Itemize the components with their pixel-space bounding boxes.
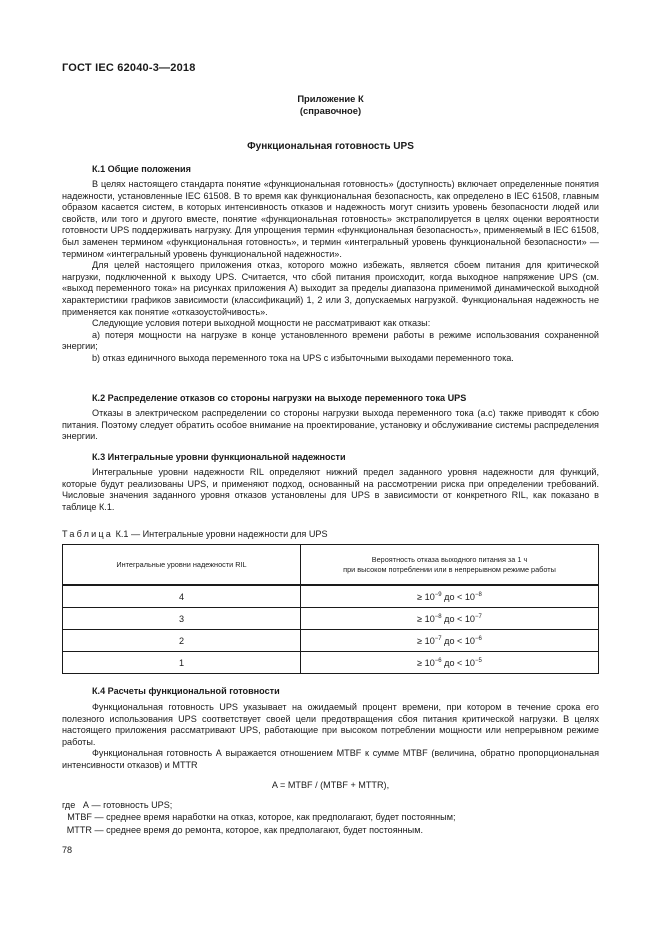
- annex-header: [0, 93, 661, 117]
- legend-intro: где: [62, 800, 76, 810]
- table-row: [63, 630, 599, 652]
- legend-definition: — среднее время наработки на отказ, которое, как предполагают, будет постоянным;: [94, 812, 456, 823]
- paragraph: В целях настоящего стандарта понятие «функциональная готовность» (доступность) включает определенные понятия надежности, установленные IEC 61508. В то время как функциональная безопасность, как определено в IEC 61508, главным образом касается систем, в которых интенсивность отказов и надежность могут снизить уровень безопасности людей или свойств, или того и другого вместе, понятие «функциональная готовность» экстраполируется в целях оценки вероятности готовности UPS поддерживать нагрузку. Для упрощения термин «функциональная безопасность», применяемый в IEC 61508, был заменен термином «функциональная готовность», и термин «интегральный уровень функциональной безопасности» — термином «интегральный уровень функциональной надежности».: [62, 179, 599, 259]
- legend-row: [62, 811, 456, 823]
- legend-definition: — готовность UPS;: [91, 800, 173, 810]
- ril-table: [62, 544, 599, 674]
- table-cell-ril: 4: [63, 585, 301, 608]
- table-header-row: [63, 545, 599, 586]
- table-row: [63, 652, 599, 674]
- table-header-ril: Интегральные уровни надежности RIL: [63, 545, 301, 586]
- table-cell-ril: 2: [63, 630, 301, 652]
- formula: A = MTBF / (MTBF + MTTR),: [271, 780, 390, 790]
- legend-row: [62, 824, 456, 836]
- table-cell-ril: 1: [63, 652, 301, 674]
- paragraph: Интегральные уровни надежности RIL определяют нижний предел заданного уровня надежности для функций, которые будут реализованы UPS, и применяют подход, основанный на рассмотрении риска при определении требований. Числовые значения заданного уровня отказов установлены для UPS в зависимости от конкретного RIL, как показано в таблице К.1.: [62, 467, 599, 512]
- section-k2-body: [62, 408, 599, 443]
- legend-symbol: MTTR: [66, 824, 92, 835]
- paragraph: Функциональная готовность UPS указывает на ожидаемый процент времени, при котором в течение срока его полезного использования UPS соответствует своей цели предотвращения сбоя питания критической нагрузки. В целях настоящего приложения рассматривают UPS, работающие при высоком потреблении мощности или непрерывном режиме работы.: [62, 702, 599, 747]
- legend-row: [62, 799, 456, 811]
- table-cell-probability: ≥ $10^{-9}$ до < $10^{-8}$: [301, 585, 599, 608]
- table-cell-probability: ≥ $10^{-6}$ до < $10^{-5}$: [301, 652, 599, 674]
- legend-symbol: A: [82, 800, 89, 810]
- annex-type: (справочное): [299, 105, 362, 116]
- annex-label: Приложение К: [297, 93, 364, 104]
- table-caption-text: К.1 — Интегральные уровни надежности для UPS: [115, 529, 328, 539]
- table-caption: [62, 529, 328, 539]
- table-row: [63, 608, 599, 630]
- legend-symbol: MTBF: [67, 812, 92, 823]
- table-cell-probability: ≥ $10^{-7}$ до < $10^{-6}$: [301, 630, 599, 652]
- paragraph: Для целей настоящего приложения отказ, которого можно избежать, является сбоем питания для критической нагрузки, подключенной к выходу UPS. Считается, что сбой питания происходит, когда выходное напряжение UPS (см. «выход переменного тока» на рисунках приложения А) выходит за пределы диапазона применимой динамической выходной характеристики графиков зависимости (классификаций) 1, 2 или 3, допускаемых нагрузкой. Функциональная надежность не применяется как понятие «отказоустойчивость».: [62, 260, 599, 317]
- table-cell-ril: 3: [63, 608, 301, 630]
- table-cell-probability: ≥ $10^{-8}$ до < $10^{-7}$: [301, 608, 599, 630]
- paragraph: Функциональная готовность А выражается отношением MTBF к сумме MTBF (величина, обратно пропорциональная интенсивности отказов) и MTTR: [62, 748, 599, 770]
- table-caption-word: Таблица: [62, 529, 114, 539]
- table-header-line: при высоком потреблении или в непрерывном режиме работы: [343, 564, 556, 574]
- paragraph: Следующие условия потери выходной мощности не рассматривают как отказы:: [92, 318, 431, 329]
- section-k2-heading: К.2 Распределение отказов со стороны нагрузки на выходе переменного тока UPS: [92, 393, 467, 403]
- table-header-line: Вероятность отказа выходного питания за 1 ч: [371, 554, 528, 564]
- annex-title: Функциональная готовность UPS: [247, 141, 414, 152]
- table-row: [63, 585, 599, 608]
- section-k4-body: [62, 702, 599, 772]
- section-k4-heading: К.4 Расчеты функциональной готовности: [92, 686, 280, 696]
- section-k1-body: [62, 179, 599, 365]
- page-number: 78: [62, 845, 73, 855]
- list-item: а) потеря мощности на нагрузке в конце установленного времени работы в режиме использования сохраненной энергии;: [62, 329, 599, 352]
- section-k3-body: [62, 467, 599, 513]
- paragraph: Отказы в электрическом распределении со стороны нагрузки выхода переменного тока (а.с) также приводят к сбою питания. Поэтому следует обратить особое внимание на проектирование, установку и обслуживание системы распределения энергии.: [62, 408, 599, 442]
- table-header-probability: [301, 545, 599, 586]
- section-k1-heading: К.1 Общие положения: [92, 164, 191, 174]
- section-k3-heading: К.3 Интегральные уровни функциональной надежности: [92, 452, 346, 462]
- formula-legend: [62, 799, 456, 836]
- legend-definition: — среднее время до ремонта, которое, как предполагают, будет постоянным.: [94, 824, 424, 835]
- list-item: b) отказ единичного выхода переменного тока на UPS с избыточными выходами переменного тока.: [92, 352, 514, 363]
- document-code: ГОСТ IEC 62040-3—2018: [62, 62, 196, 74]
